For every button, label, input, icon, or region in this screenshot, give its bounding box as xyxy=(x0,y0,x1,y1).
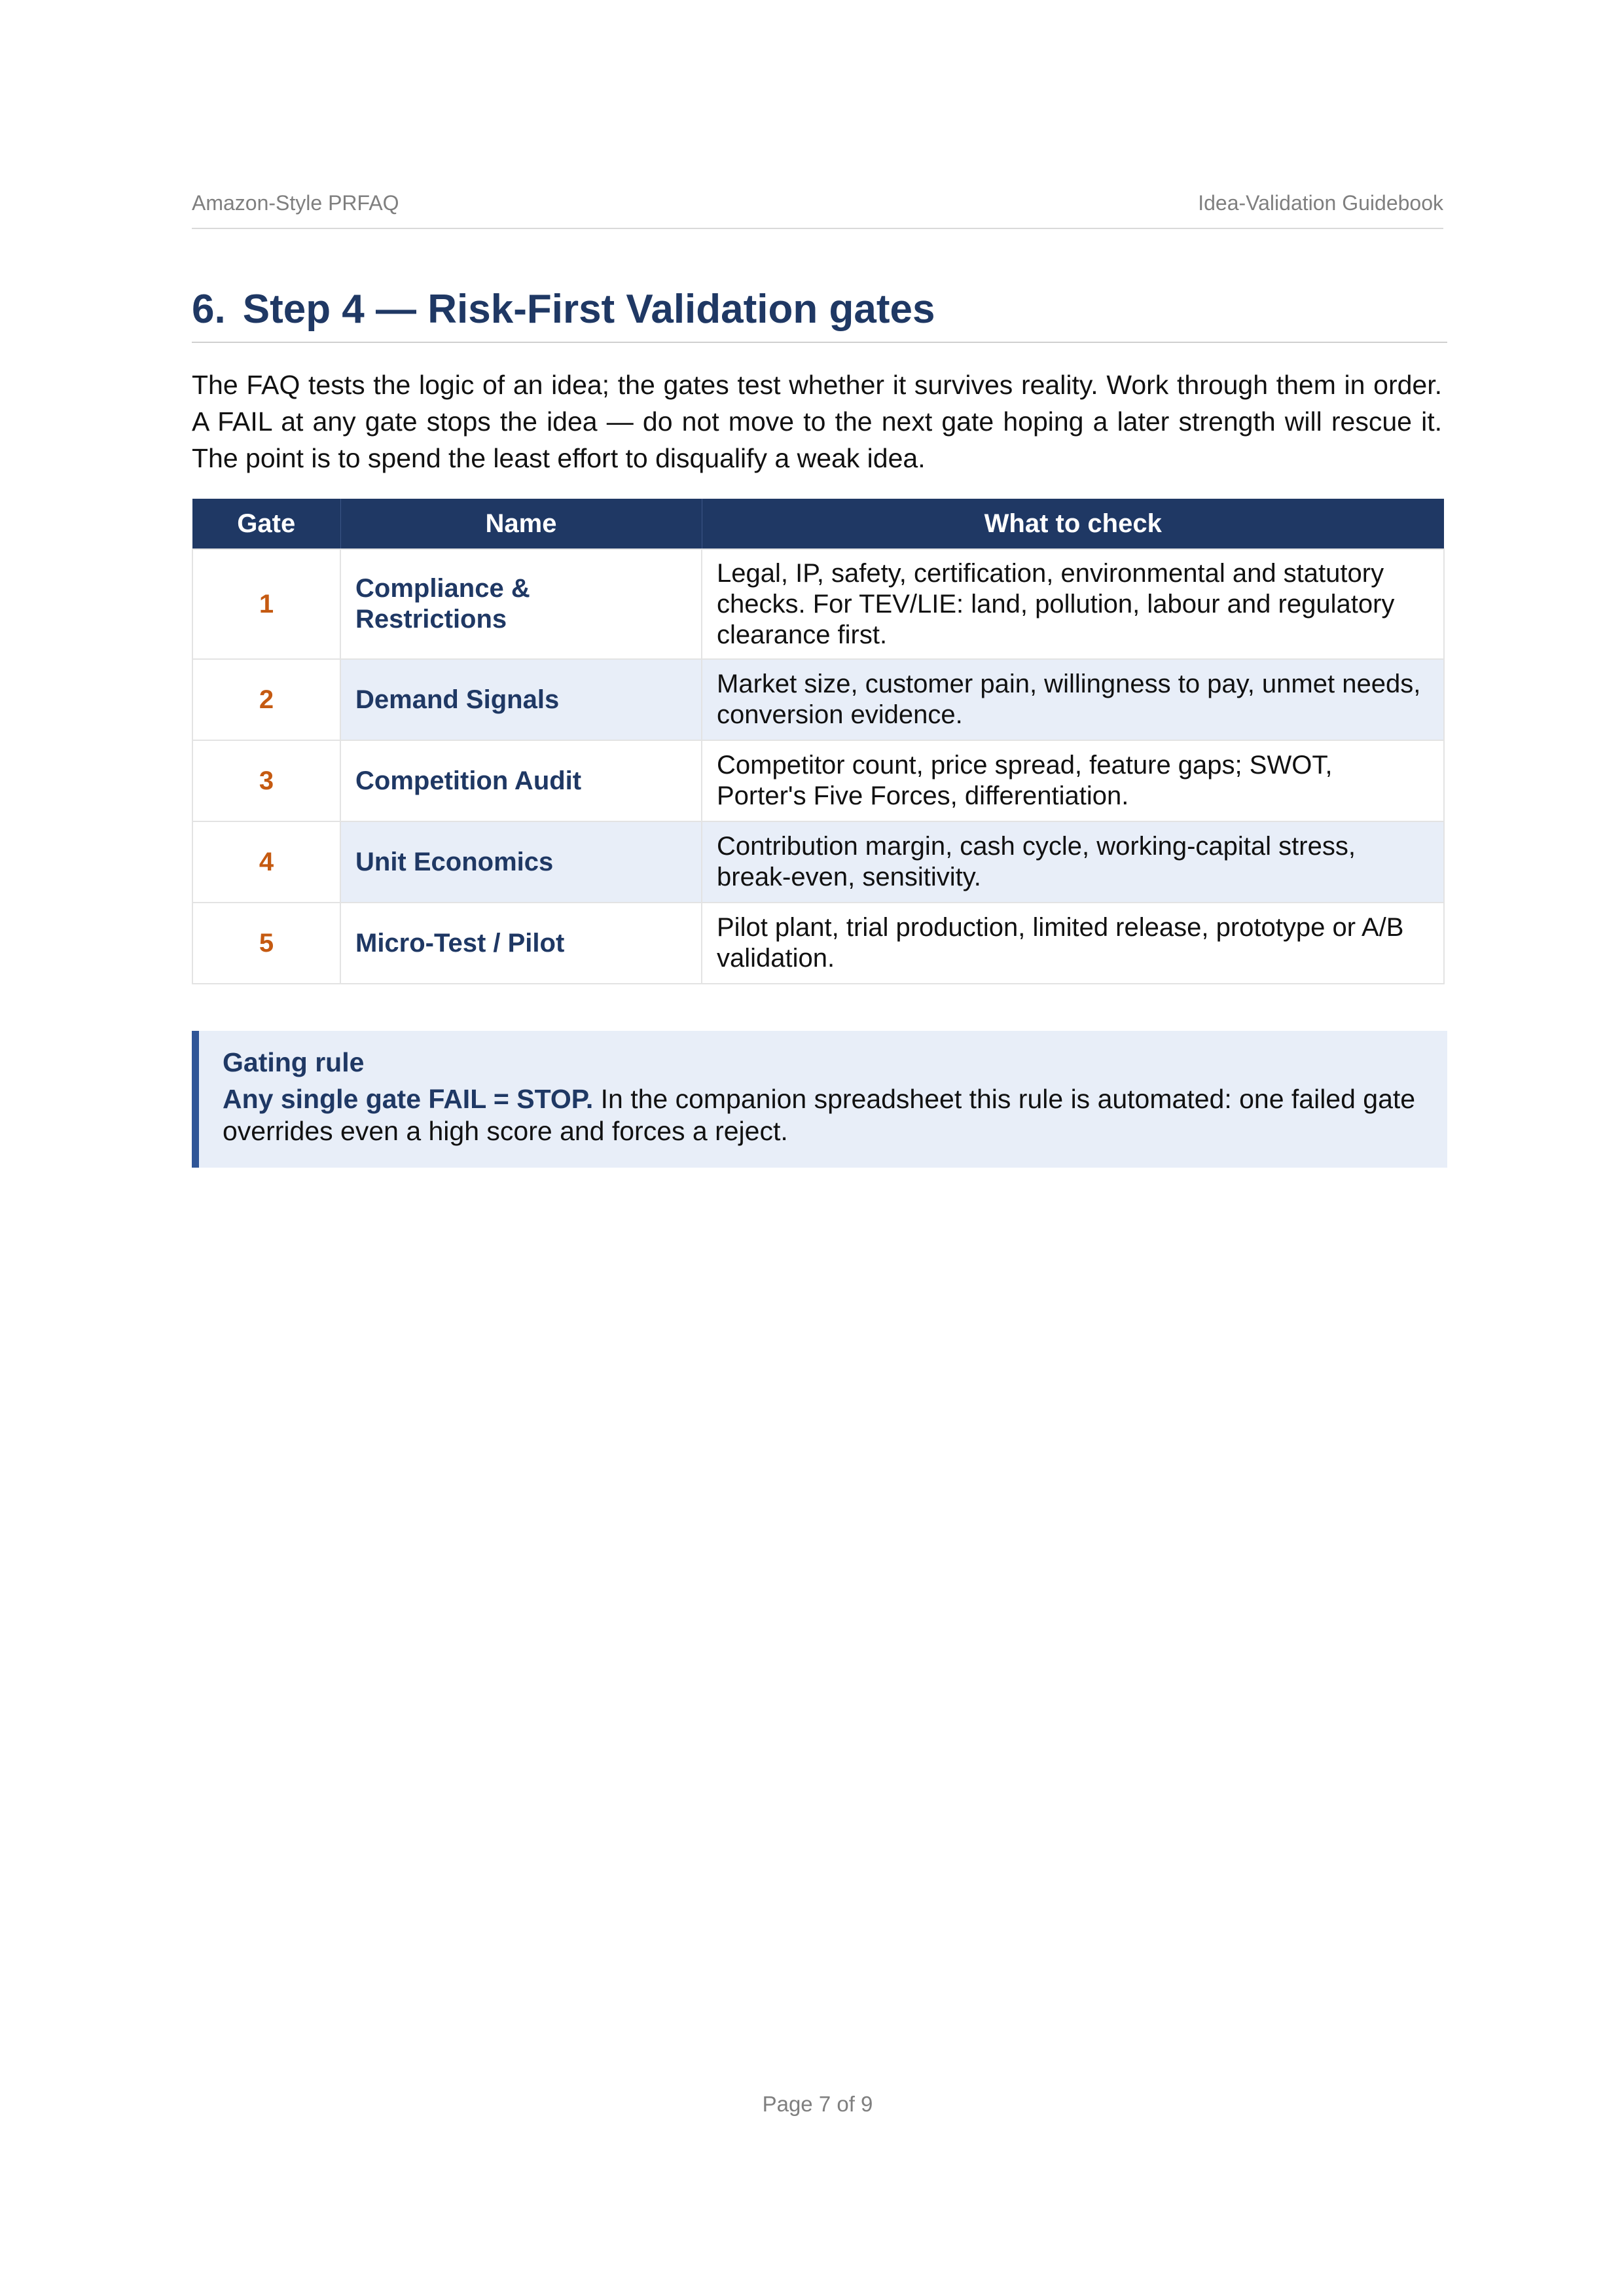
callout-lead: Any single gate FAIL = STOP. xyxy=(223,1084,594,1114)
table-row xyxy=(192,740,1444,821)
column-header-name: Name xyxy=(340,499,702,549)
section-title: Step 4 — Risk-First Validation gates xyxy=(242,287,935,332)
table-header-row xyxy=(192,499,1444,549)
gate-name: Demand Signals xyxy=(340,659,702,740)
gate-check: Legal, IP, safety, certification, environmental and statutory checks. For TEV/LIE: land, pollution, labour and regulatory clearance first. xyxy=(702,549,1444,659)
gate-name: Unit Economics xyxy=(340,821,702,903)
gate-name: Competition Audit xyxy=(340,740,702,821)
gate-check: Market size, customer pain, willingness to pay, unmet needs, conversion evidence. xyxy=(702,659,1444,740)
running-header xyxy=(192,190,1443,229)
gate-number: 5 xyxy=(192,903,340,984)
document-page xyxy=(192,0,1447,2296)
callout-body xyxy=(223,1083,1421,1147)
column-header-gate: Gate xyxy=(192,499,340,549)
table-row xyxy=(192,659,1444,740)
table-row xyxy=(192,903,1444,984)
gate-name: Micro-Test / Pilot xyxy=(340,903,702,984)
table-row xyxy=(192,549,1444,659)
header-guidebook-title: Idea-Validation Guidebook xyxy=(1198,191,1443,215)
gate-number: 1 xyxy=(192,549,340,659)
callout-title: Gating rule xyxy=(223,1047,365,1077)
gate-number: 3 xyxy=(192,740,340,821)
gate-number: 4 xyxy=(192,821,340,903)
section-heading xyxy=(192,285,1447,343)
gating-rule-callout xyxy=(192,1031,1447,1168)
section-number: 6. xyxy=(192,287,226,332)
table-row xyxy=(192,821,1444,903)
header-doc-title: Amazon-Style PRFAQ xyxy=(192,191,399,215)
gate-check: Pilot plant, trial production, limited release, prototype or A/B validation. xyxy=(702,903,1444,984)
gate-name: Compliance & Restrictions xyxy=(340,549,702,659)
gate-check: Contribution margin, cash cycle, working-capital stress, break-even, sensitivity. xyxy=(702,821,1444,903)
page-number: Page 7 of 9 xyxy=(762,2092,873,2116)
column-header-what-to-check: What to check xyxy=(702,499,1444,549)
gate-number: 2 xyxy=(192,659,340,740)
validation-gates-table xyxy=(192,499,1445,984)
intro-paragraph: The FAQ tests the logic of an idea; the gates test whether it survives reality. Work through them in order. A FAIL at any gate stops the idea — do not move to the next gate hoping a later strength will rescue it. The point is to spend the least effort to disqualify a weak idea. xyxy=(192,370,1442,473)
gate-check: Competitor count, price spread, feature gaps; SWOT, Porter's Five Forces, differentiation. xyxy=(702,740,1444,821)
callout-text: In the companion spreadsheet this rule is automated: one failed gate overrides even a high score and forces a reject. xyxy=(223,1084,1416,1146)
